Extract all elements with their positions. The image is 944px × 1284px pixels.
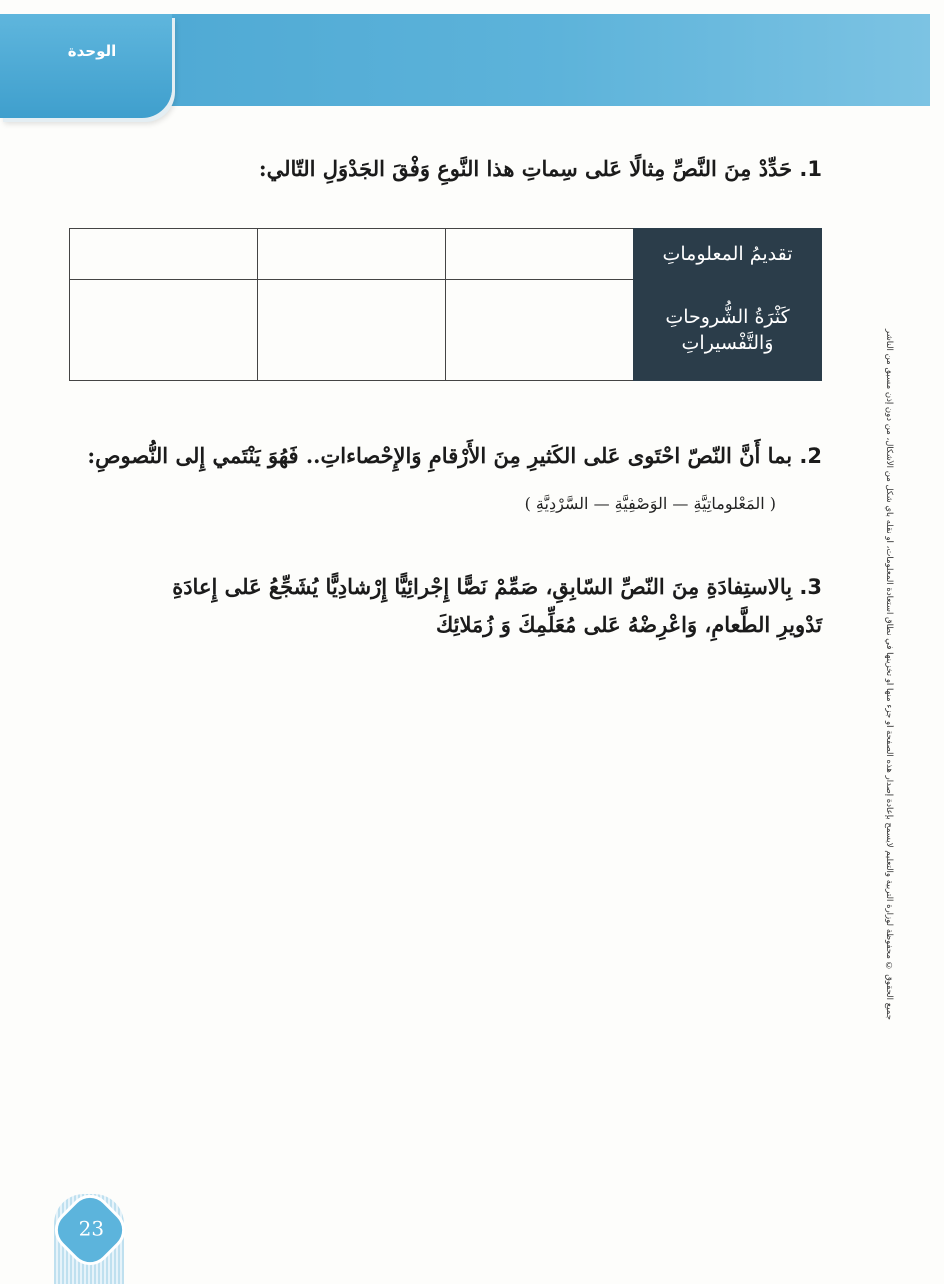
row-header: كَثْرَةُ الشُّروحاتِ وَالتَّفْسيراتِ [634,280,822,381]
unit-tab [0,14,172,118]
row-header: تقديمُ المعلوماتِ [634,229,822,280]
table-row [70,229,822,280]
question-2-text: بما أَنَّ النّصّ احْتَوى عَلى الكَثيرِ مِنَ الأَرْقامِ وَالإِحْصاءاتِ.. فَهُوَ يَنْتَمي إِلى النُّصوصِ: [87,443,793,468]
answer-cell[interactable] [70,229,258,280]
question-1 [259,150,822,188]
question-3-number: 3. [799,575,822,599]
question-1-text: حَدِّدْ مِنَ النَّصِّ مِثالًا عَلى سِماتِ هذا النَّوعِ وَفْقَ الجَدْوَلِ التّالي: [258,156,793,181]
question-2-number: 2. [799,444,822,468]
question-2-options: ( المَعْلوماتِيَّةِ — الوَصْفِيَّةِ — السَّرْدِيَّةِ ) [524,494,776,513]
question-3 [122,568,822,644]
copyright-note: جميع الحقوق © محفوظة لوزارة التربية والتعليم لايسمح بإعادة إصدار هذه الصفحة أو جزء منها أو تخزينها في نطاق استعادة المعلومات، أو نقله بأي شكل من الأشكال، من دون إذن مسبق من الناشر [884,329,894,1020]
features-table [69,228,822,381]
answer-cell[interactable] [258,229,446,280]
answer-cell[interactable] [446,280,634,381]
unit-label: الوحدة [67,42,117,60]
answer-cell[interactable] [258,280,446,381]
table-row [70,280,822,381]
question-2 [87,437,822,475]
question-3-text: بِالاستِفادَةِ مِنَ النّصِّ السّابِقِ، صَمِّمْ نَصًّا إِجْرائِيًّا إِرْشادِيًّا يُشَجِّعُ عَلى إِعادَةِ تَدْويرِ الطَّعامِ، وَاعْرِضْهُ عَلى مُعَلِّمِكَ وَ زُمَلائِكَ [172,574,822,637]
answer-cell[interactable] [70,280,258,381]
page-number: 23 [78,1216,105,1241]
answer-cell[interactable] [446,229,634,280]
question-1-number: 1. [799,157,822,181]
